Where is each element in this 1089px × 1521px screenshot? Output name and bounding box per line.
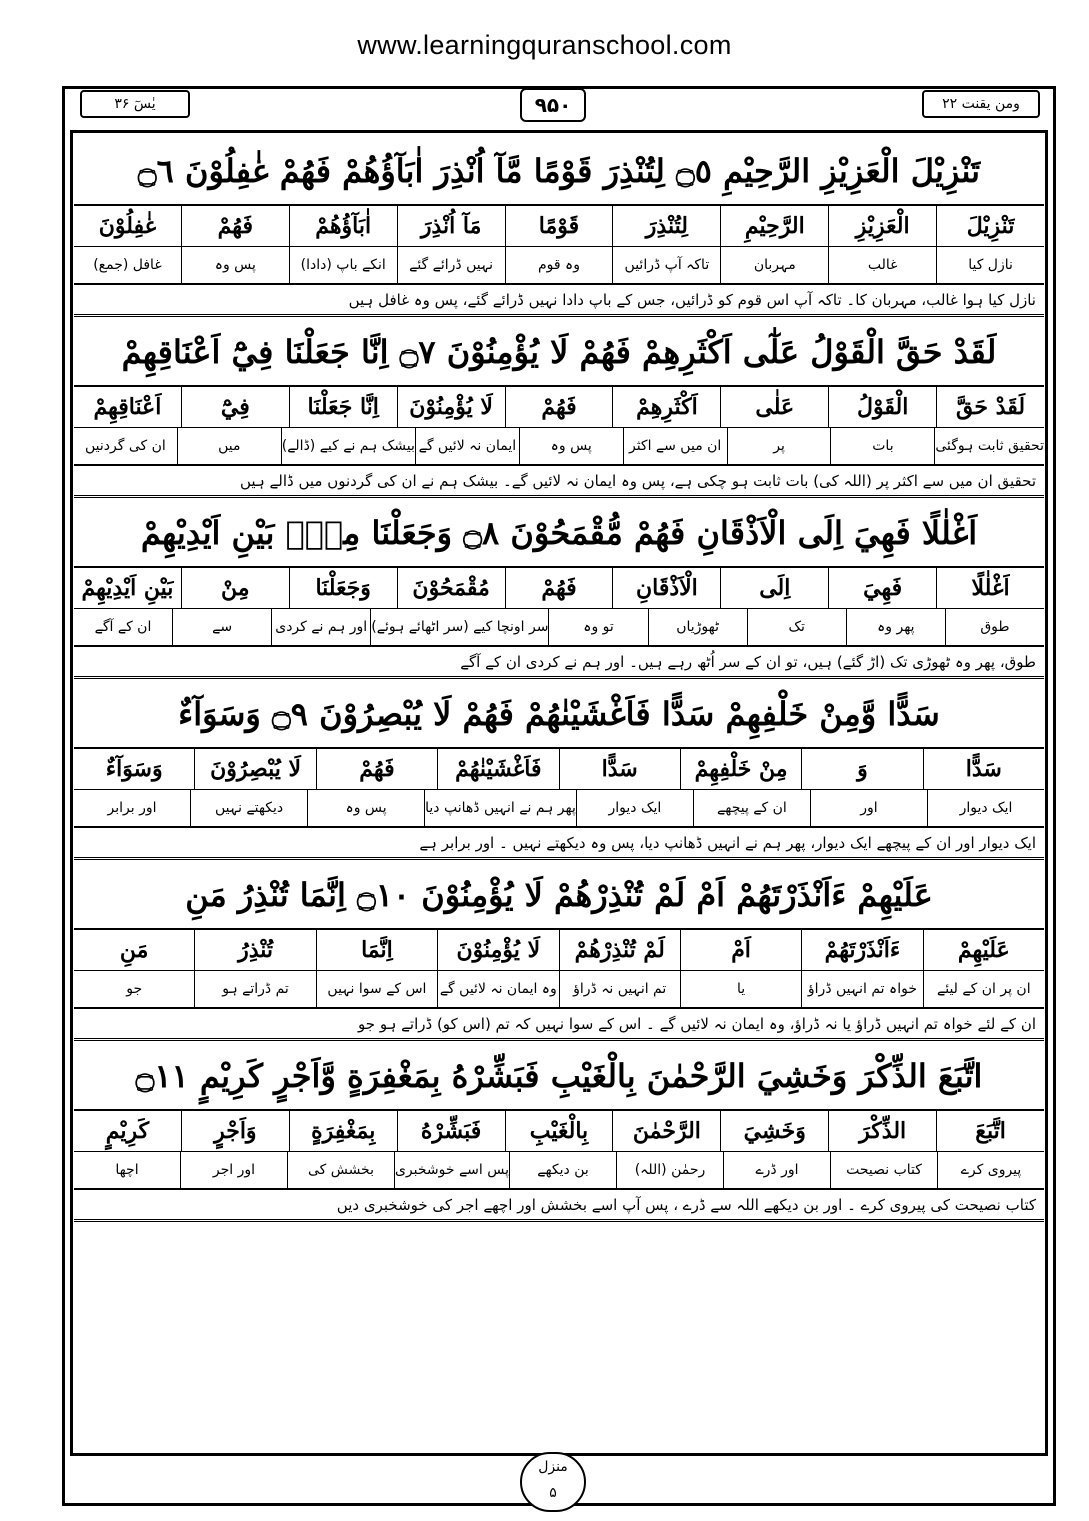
meaning-row <box>74 428 1044 466</box>
ayah-section <box>74 860 1044 1041</box>
meaning-cell: پر <box>727 428 831 464</box>
meaning-row <box>74 1152 1044 1190</box>
meaning-cell: ان کے آگے <box>94 619 152 635</box>
translation-line: طوق، پھر وہ ٹھوڑی تک (اڑ گئے) ہیں، تو ان کے سر اُٹھ رہے ہیں۔ اور ہم نے کردی ان کے آگے <box>74 647 1044 679</box>
meaning-cell: پس اسے خوشخبری <box>394 1152 509 1188</box>
meaning-cell: پس وہ <box>181 247 289 283</box>
meaning-cell: سر اونچا کیے (سر اٹھائے ہوئے) <box>370 609 548 645</box>
meaning-cell: تک <box>747 609 846 645</box>
word-cell: وَجَعَلْنَا <box>289 568 397 608</box>
meaning-cell: نہیں ڈرائے گئے <box>397 247 505 283</box>
word-cell: كَرِيْمٍ <box>105 1118 150 1144</box>
meaning-cell: وہ قوم <box>505 247 613 283</box>
meaning-cell: تحقیق ثابت ہوگئی <box>934 428 1044 464</box>
page-number: ۹۵۰ <box>520 88 586 122</box>
word-row <box>74 1111 1044 1152</box>
word-cell: وَ <box>801 749 922 789</box>
meaning-cell: اور ہم نے کردی <box>271 609 370 645</box>
translation-line: نازل کیا ہوا غالب، مہربان کا۔ تاکہ آپ اس قوم کو ڈرائیں، جس کے باپ دادا نہیں ڈرائے گئے، پس وہ غافل ہیں <box>74 285 1044 317</box>
meaning-cell: سے <box>172 609 271 645</box>
translation-line: کتاب نصیحت کی پیروی کرے ۔ اور بن دیکھے اللہ سے ڈرے ، پس آپ اسے بخشش اور اچھے اجر کی خوشخبری دیں <box>74 1190 1044 1222</box>
word-cell: فَهِيَ <box>828 568 936 608</box>
word-cell: لَا يُبْصِرُوْنَ <box>194 749 315 789</box>
meaning-cell: پھر ہم نے انہیں ڈھانپ دیا <box>424 790 576 826</box>
meaning-cell: انکے باپ (دادا) <box>289 247 397 283</box>
word-cell: فَهُمْ <box>505 387 613 427</box>
word-cell: بِمَغْفِرَةٍ <box>289 1111 397 1151</box>
page-content <box>74 136 1044 1222</box>
ayah-text: تَنْزِيْلَ الْعَزِيْزِ الرَّحِيْمِ ۝٥ لِتُنْذِرَ قَوْمًا مَّآ اُنْذِرَ اٰبَآؤُهُمْ فَهُمْ غٰفِلُوْنَ ۝٦ <box>74 136 1044 206</box>
word-row <box>74 930 1044 971</box>
meaning-cell: بخشش کی <box>287 1152 394 1188</box>
word-cell: سَدًّا <box>559 749 680 789</box>
word-cell: ءَاَنْذَرْتَهُمْ <box>801 930 922 970</box>
meaning-cell: تم انہیں نہ ڈراؤ <box>559 971 680 1007</box>
word-cell: لَقَدْ حَقَّ <box>936 387 1044 427</box>
meaning-cell: غالب <box>828 247 936 283</box>
word-cell: وَاَجْرٍ <box>181 1111 289 1151</box>
word-cell: تُنْذِرُ <box>194 930 315 970</box>
meaning-cell: پیروی کرے <box>937 1152 1044 1188</box>
meaning-cell: مہربان <box>720 247 828 283</box>
word-cell: غٰفِلُوْنَ <box>98 213 157 239</box>
word-cell: الذِّكْرَ <box>828 1111 936 1151</box>
meaning-cell: اور برابر <box>107 800 157 816</box>
word-cell: اِنَّمَا <box>316 930 437 970</box>
meaning-cell: بن دیکھے <box>509 1152 616 1188</box>
word-cell: اٰبَآؤُهُمْ <box>289 206 397 246</box>
meaning-cell: اور ڈرے <box>723 1152 830 1188</box>
word-cell: فَاَغْشَيْنٰهُمْ <box>437 749 558 789</box>
meaning-cell: ان پر ان کے لیئے <box>923 971 1044 1007</box>
meaning-cell: تاکہ آپ ڈرائیں <box>612 247 720 283</box>
word-cell: عَلٰى <box>720 387 828 427</box>
word-cell: مَآ اُنْذِرَ <box>397 206 505 246</box>
meaning-cell: یا <box>680 971 801 1007</box>
word-cell: اَعْنَاقِهِمْ <box>93 394 162 420</box>
word-cell: لِتُنْذِرَ <box>612 206 720 246</box>
ayah-section <box>74 679 1044 860</box>
translation-line: ایک دیوار اور ان کے پیچھے ایک دیوار، پھر ہم نے انہیں ڈھانپ دیا، پس وہ دیکھتے نہیں ۔ اور برابر ہے <box>74 828 1044 860</box>
word-cell: اَكْثَرِهِمْ <box>612 387 720 427</box>
meaning-cell: غافل (جمع) <box>93 257 162 273</box>
word-cell: قَوْمًا <box>505 206 613 246</box>
meaning-cell: میں <box>177 428 281 464</box>
meaning-cell: پھر وہ <box>846 609 945 645</box>
ayah-text: لَقَدْ حَقَّ الْقَوْلُ عَلٰٓى اَكْثَرِهِمْ فَهُمْ لَا يُؤْمِنُوْنَ ۝٧ اِنَّا جَعَلْنَا فِيْٓ اَعْنَاقِهِمْ <box>74 317 1044 387</box>
translation-line: تحقیق ان میں سے اکثر پر (اللہ کی) بات ثابت ہو چکی ہے، پس وہ ایمان نہ لائیں گے۔ بیشک ہم نے ان کی گردنوں میں ڈالے ہیں <box>74 466 1044 498</box>
word-cell: وَخَشِيَ <box>720 1111 828 1151</box>
word-cell: مِنْ <box>181 568 289 608</box>
ayah-section <box>74 498 1044 679</box>
meaning-cell: ایک دیوار <box>927 790 1044 826</box>
word-cell: فَهُمْ <box>505 568 613 608</box>
word-row <box>74 568 1044 609</box>
meaning-cell: تم ڈراتے ہو <box>194 971 315 1007</box>
word-cell: لَا يُؤْمِنُوْنَ <box>397 387 505 427</box>
meaning-cell: ایک دیوار <box>576 790 693 826</box>
word-row <box>74 206 1044 247</box>
word-cell: لَا يُؤْمِنُوْنَ <box>437 930 558 970</box>
word-cell: فَبَشِّرْهُ <box>397 1111 505 1151</box>
meaning-cell: ان میں سے اکثر <box>623 428 727 464</box>
word-cell: بِالْغَيْبِ <box>505 1111 613 1151</box>
meaning-cell: رحمٰن (اللہ) <box>616 1152 723 1188</box>
manzil-number: ۵ <box>549 1485 557 1501</box>
ayah-text: اتَّبَعَ الذِّكْرَ وَخَشِيَ الرَّحْمٰنَ بِالْغَيْبِ فَبَشِّرْهُ بِمَغْفِرَةٍ وَّاَجْرٍ كَرِيْمٍ ۝١١ <box>74 1041 1044 1111</box>
word-row <box>74 749 1044 790</box>
meaning-cell: بیشک ہم نے کیے (ڈالے) <box>281 428 415 464</box>
translation-line: ان کے لئے خواہ تم انہیں ڈراؤ یا نہ ڈراؤ، وہ ایمان نہ لائیں گے ۔ اس کے سوا نہیں کہ تم (اس کو) ڈراتے ہو جو <box>74 1009 1044 1041</box>
juz-label: ومن یقنت ۲۲ <box>922 90 1040 118</box>
meaning-cell: اور <box>810 790 927 826</box>
word-cell: الْعَزِيْزِ <box>828 206 936 246</box>
meaning-cell: جو <box>126 981 143 997</box>
word-cell: فَهُمْ <box>316 749 437 789</box>
manzil-badge <box>520 1452 586 1512</box>
meaning-cell: ان کی گردنیں <box>85 438 166 454</box>
meaning-cell: بات <box>830 428 934 464</box>
word-cell: وَسَوَآءٌ <box>105 756 163 782</box>
meaning-cell: اس کے سوا نہیں <box>316 971 437 1007</box>
word-cell: الْقَوْلُ <box>828 387 936 427</box>
meaning-cell: پس وہ <box>307 790 424 826</box>
word-cell: اتَّبَعَ <box>936 1111 1044 1151</box>
surah-label: یٰسٓ ۳۶ <box>80 90 190 118</box>
manzil-label: منزل <box>538 1459 568 1475</box>
meaning-row <box>74 971 1044 1009</box>
word-cell: سَدًّا <box>923 749 1044 789</box>
meaning-cell: نازل کیا <box>936 247 1044 283</box>
word-cell: اِنَّا جَعَلْنَا <box>289 387 397 427</box>
meaning-cell: ایمان نہ لائیں گے <box>415 428 519 464</box>
word-cell: مُقْمَحُوْنَ <box>397 568 505 608</box>
meaning-cell: کتاب نصیحت <box>830 1152 937 1188</box>
ayah-section <box>74 136 1044 317</box>
meaning-cell: تو وہ <box>548 609 647 645</box>
meaning-cell: وہ ایمان نہ لائیں گے <box>437 971 558 1007</box>
ayah-text: عَلَيْهِمْ ءَاَنْذَرْتَهُمْ اَمْ لَمْ تُنْذِرْهُمْ لَا يُؤْمِنُوْنَ ۝١٠ اِنَّمَا تُنْذِرُ مَنِ <box>74 860 1044 930</box>
meaning-cell: اچھا <box>115 1162 139 1178</box>
word-cell: مَنِ <box>119 937 149 963</box>
meaning-cell: پس وہ <box>519 428 623 464</box>
word-cell: اَغْلٰلًا <box>936 568 1044 608</box>
word-cell: تَنْزِيْلَ <box>936 206 1044 246</box>
meaning-row <box>74 609 1044 647</box>
word-cell: مِنْ خَلْفِهِمْ <box>680 749 801 789</box>
word-cell: الرَّحِيْمِ <box>720 206 828 246</box>
word-cell: اَمْ <box>680 930 801 970</box>
ayah-section <box>74 317 1044 498</box>
site-url: www.learningquranschool.com <box>357 30 732 60</box>
ayah-text: اَغْلٰلًا فَهِيَ اِلَى الْاَذْقَانِ فَهُمْ مُّقْمَحُوْنَ ۝٨ وَجَعَلْنَا مِنْۢ بَيْنِ اَيْدِيْهِمْ <box>74 498 1044 568</box>
ayah-text: سَدًّا وَّمِنْ خَلْفِهِمْ سَدًّا فَاَغْشَيْنٰهُمْ فَهُمْ لَا يُبْصِرُوْنَ ۝٩ وَسَوَآءٌ <box>74 679 1044 749</box>
word-cell: اِلَى <box>720 568 828 608</box>
meaning-cell: طوق <box>945 609 1044 645</box>
meaning-cell: ان کے پیچھے <box>693 790 810 826</box>
meaning-cell: دیکھتے نہیں <box>190 790 307 826</box>
meaning-row <box>74 790 1044 828</box>
ayah-section <box>74 1041 1044 1222</box>
meaning-cell: ٹھوڑیاں <box>648 609 747 645</box>
word-row <box>74 387 1044 428</box>
word-cell: بَيْنِ اَيْدِيْهِمْ <box>81 575 174 601</box>
word-cell: الْاَذْقَانِ <box>612 568 720 608</box>
word-cell: الرَّحْمٰنَ <box>612 1111 720 1151</box>
meaning-cell: اور اجر <box>180 1152 287 1188</box>
meaning-cell: خواہ تم انہیں ڈراؤ <box>801 971 922 1007</box>
word-cell: لَمْ تُنْذِرْهُمْ <box>559 930 680 970</box>
word-cell: فَهُمْ <box>181 206 289 246</box>
word-cell: عَلَيْهِمْ <box>923 930 1044 970</box>
word-cell: فِيْٓ <box>181 387 289 427</box>
meaning-row <box>74 247 1044 285</box>
